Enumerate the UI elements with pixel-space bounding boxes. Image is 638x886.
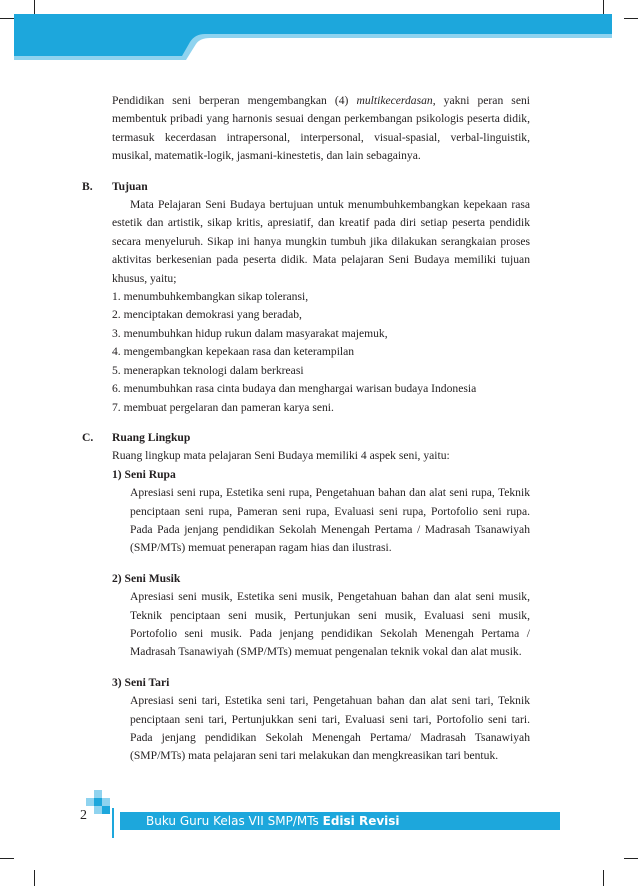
- pixel-square: [102, 806, 110, 814]
- list-item: 4. mengembangkan kepekaan rasa dan keterampilan: [112, 345, 355, 359]
- footer-edition: Edisi Revisi: [322, 814, 400, 828]
- section-title: Ruang Lingkup: [112, 430, 191, 444]
- page-number: 2: [80, 808, 87, 823]
- subsection-text: Apresiasi seni musik, Estetika seni musik, Pengetahuan bahan dan alat seni musik, Teknik penciptaan seni musik, Pertunjukan seni musik, Evaluasi seni musik, Portofolio seni musik. Pada jenjang pendidikan Sekolah Menengah Pertama / Madrasah Tsanawiyah (SMP/MTs) memuat pengenalan teknik vokal dan alat musik.: [130, 590, 530, 659]
- list-item: 2. menciptakan demokrasi yang beradab,: [112, 308, 302, 322]
- crop-mark: [624, 858, 638, 859]
- subsection-text: Apresiasi seni tari, Estetika seni tari, Pengetahuan bahan dan alat seni tari, Teknik penciptaan seni tari, Pertunjukkan seni tari, Evaluasi seni tari, Portofolio seni tari. Pada jenjang pendidikan Sekolah Menengah Pertama/ Madrasah Tsanawiyah (SMP/MTs) mata pelajaran seni tari melakukan dan mengkreasikan tari bentuk.: [130, 694, 530, 763]
- footer-book-title: Buku Guru Kelas VII SMP/MTs Edisi Revisi: [146, 814, 400, 828]
- subsection-seni-tari: [82, 674, 530, 766]
- pixel-square: [102, 798, 110, 806]
- section-heading: [82, 178, 530, 196]
- subsection-text: Apresiasi seni rupa, Estetika seni rupa, Pengetahuan bahan dan alat seni rupa, Teknik penciptaan seni rupa, Pameran seni rupa, Evaluasi seni rupa, Portofolio seni rupa. Pada Pada jenjang pendidikan Sekolah Menengah Pertama / Madrasah Tsanawiyah (SMP/MTs) memuat penerapan ragam hias dan ilustrasi.: [130, 486, 530, 555]
- subsection-seni-rupa: [82, 466, 530, 558]
- section-tujuan: [82, 178, 530, 417]
- subsection-heading: 3) Seni Tari: [112, 675, 170, 689]
- page-content: [82, 92, 530, 766]
- intro-paragraph: Pendidikan seni berperan mengembangkan (4) multikecerdasan, yakni peran seni membentuk pribadi yang harnonis sesuai dengan perkembangan psikologis peserta didik, termasuk kecerdasan intrapersonal, interpersonal, visual-spasial, verbal-linguistik, musikal, matematik-logik, jasmani-kinestetis, dan lain sebagainya.: [112, 94, 530, 163]
- pixel-square: [94, 790, 102, 798]
- header-decoration: [0, 0, 638, 70]
- ruang-lingkup-intro: Ruang lingkup mata pelajaran Seni Budaya memiliki 4 aspek seni, yaitu:: [112, 449, 450, 463]
- list-item: 1. menumbuhkembangkan sikap toleransi,: [112, 290, 309, 304]
- subsection-seni-musik: [82, 570, 530, 662]
- list-item: 6. menumbuhkan rasa cinta budaya dan menghargai warisan budaya Indonesia: [112, 382, 477, 396]
- list-item: 3. menumbuhkan hidup rukun dalam masyarakat majemuk,: [112, 326, 388, 340]
- intro-italic-term: multikecerdasan: [356, 94, 433, 107]
- footer-divider: [112, 808, 114, 838]
- crop-mark: [34, 870, 35, 886]
- crop-mark: [603, 870, 604, 886]
- section-heading: [82, 429, 530, 447]
- crop-mark: [0, 858, 14, 859]
- pixel-square: [86, 798, 94, 806]
- list-item: 5. menerapkan teknologi dalam berkreasi: [112, 363, 304, 377]
- section-letter: C.: [82, 430, 94, 444]
- list-item: 7. membuat pergelaran dan pameran karya seni.: [112, 400, 334, 414]
- section-letter: B.: [82, 179, 93, 193]
- section-ruang-lingkup: [82, 429, 530, 766]
- tujuan-paragraph: Mata Pelajaran Seni Budaya bertujuan untuk menumbuhkembangkan kepekaan rasa estetik dan artistik, sikap kritis, apresiatif, dan kreatif pada diri setiap peserta pendidik secara menyeluruh. Sikap ini hanya mungkin tumbuh jika dilakukan serangkaian proses aktivitas berkesenian pada peserta didik. Mata pelajaran Seni Budaya memiliki tujuan khusus, yaitu;: [112, 198, 530, 285]
- pixel-square: [94, 798, 102, 806]
- tujuan-list: [112, 288, 530, 417]
- section-title: Tujuan: [112, 179, 148, 193]
- subsection-heading: 2) Seni Musik: [112, 571, 181, 585]
- pixel-square: [94, 806, 102, 814]
- subsection-heading: 1) Seni Rupa: [112, 467, 176, 481]
